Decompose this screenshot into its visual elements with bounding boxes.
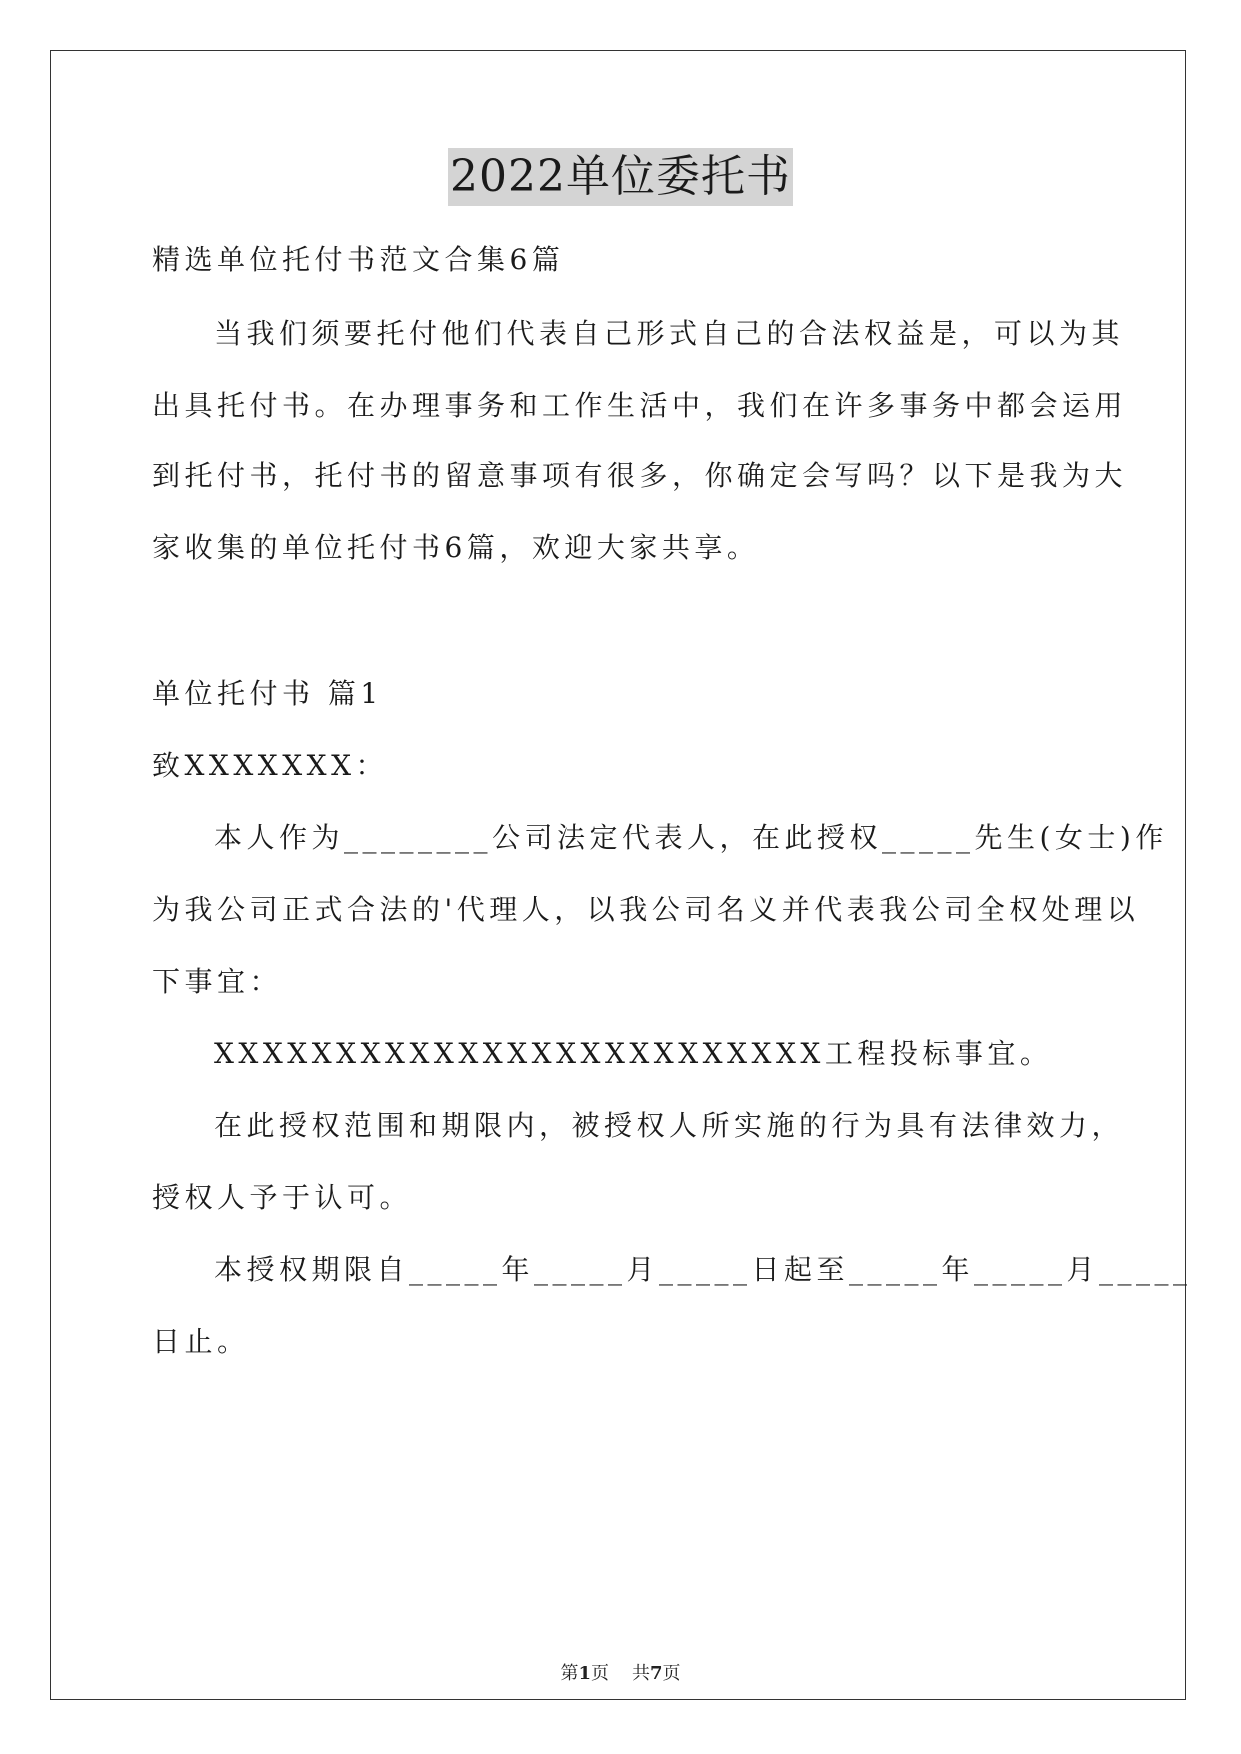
footer-page-suffix: 页 (591, 1663, 610, 1684)
page-footer (0, 1662, 1241, 1686)
salutation: 致XXXXXXX： (152, 749, 389, 782)
page-border (50, 50, 1192, 1700)
body-line: 在此授权范围和期限内，被授权人所实施的行为具有法律效力， (214, 1109, 1125, 1142)
intro-line: 当我们须要托付他们代表自己形式自己的合法权益是，可以为其 (214, 317, 1125, 350)
intro-line: 到托付书，托付书的留意事项有很多，你确定会写吗？以下是我为大 (152, 459, 1128, 492)
body-line: 本授权期限自_____年_____月_____日起至_____年_____月_____ (214, 1253, 1192, 1286)
body-line: XXXXXXXXXXXXXXXXXXXXXXXXX工程投标事宜。 (214, 1037, 1053, 1070)
body-line: 为我公司正式合法的'代理人，以我公司名义并代表我公司全权处理以 (152, 893, 1140, 926)
intro-line: 出具托付书。在办理事务和工作生活中，我们在许多事务中都会运用 (152, 389, 1128, 422)
footer-total-suffix: 页 (662, 1663, 681, 1684)
footer-total-pages: 7 (649, 1663, 663, 1684)
body-line: 本人作为________公司法定代表人，在此授权_____先生(女士)作 (214, 821, 1168, 854)
body-line: 日止。 (152, 1325, 250, 1358)
title-container (0, 148, 1241, 206)
footer-page-prefix: 第 (560, 1663, 579, 1684)
intro-line: 家收集的单位托付书6篇，欢迎大家共享。 (152, 531, 760, 564)
footer-total-prefix: 共 (631, 1663, 650, 1684)
body-line: 授权人予于认可。 (152, 1181, 413, 1214)
section-heading: 单位托付书 篇1 (152, 677, 383, 710)
body-line: 下事宜： (152, 965, 283, 998)
document-subtitle: 精选单位托付书范文合集6篇 (152, 243, 565, 276)
footer-page-number: 1 (578, 1663, 592, 1684)
document-title: 2022单位委托书 (448, 148, 793, 206)
